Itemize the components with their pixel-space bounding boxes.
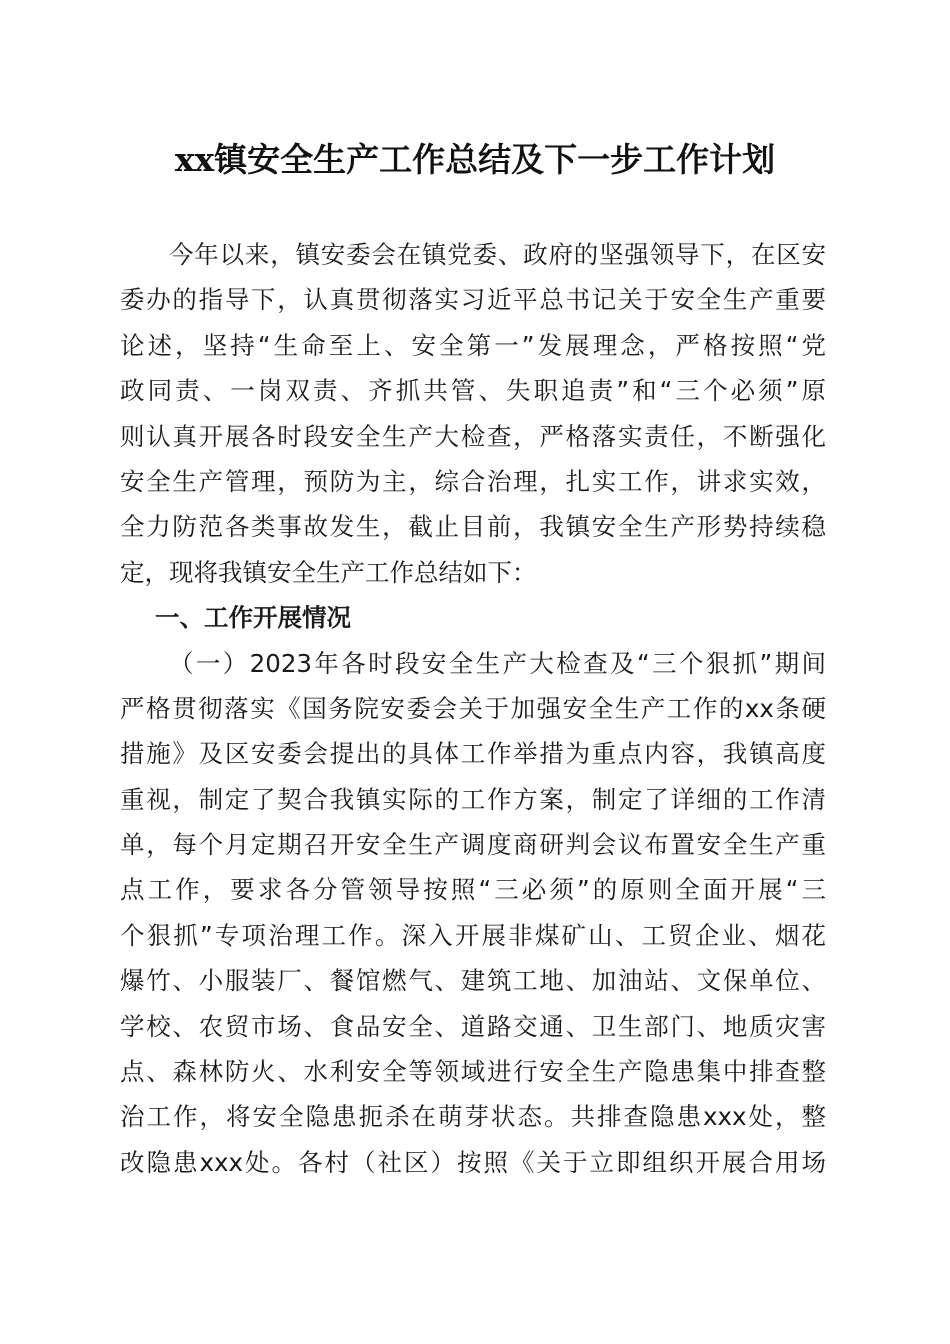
paragraph-line: 论述，坚持“生命至上、安全第一”发展理念，严格按照“党 bbox=[120, 330, 826, 360]
paragraph-line: 点、森林防火、水利安全等领域进行安全生产隐患集中排查整 bbox=[120, 1057, 826, 1087]
paragraph-line: 委办的指导下，认真贯彻落实习近平总书记关于安全生产重要 bbox=[120, 285, 826, 315]
document-body bbox=[120, 232, 826, 1185]
paragraph-line: 全力防范各类事故发生，截止目前，我镇安全生产形势持续稳 bbox=[120, 512, 826, 542]
paragraph-line: 重视，制定了契合我镇实际的工作方案，制定了详细的工作清 bbox=[120, 784, 826, 814]
document-title: xx镇安全生产工作总结及下一步工作计划 bbox=[174, 140, 776, 179]
paragraph-line: 改隐患xxx处。各村（社区）按照《关于立即组织开展合用场 bbox=[120, 1147, 826, 1177]
paragraph-line: 学校、农贸市场、食品安全、道路交通、卫生部门、地质灾害 bbox=[120, 1011, 826, 1041]
paragraph-line: 政同责、一岗双责、齐抓共管、失职追责”和“三个必须”原 bbox=[120, 376, 826, 406]
paragraph-line: 措施》及区安委会提出的具体工作举措为重点内容，我镇高度 bbox=[120, 739, 826, 769]
paragraph-line: （一）2023年各时段安全生产大检查及“三个狠抓”期间 bbox=[169, 648, 826, 678]
paragraph-line: 今年以来，镇安委会在镇党委、政府的坚强领导下，在区安 bbox=[169, 240, 826, 269]
paragraph-line: 点工作，要求各分管领导按照“三必须”的原则全面开展“三 bbox=[120, 875, 826, 905]
paragraph-line: 则认真开展各时段安全生产大检查，严格落实责任，不断强化 bbox=[120, 421, 826, 451]
paragraph-line: 安全生产管理，预防为主，综合治理，扎实工作，讲求实效， bbox=[120, 466, 826, 496]
section-heading: 一、工作开展情况 bbox=[155, 603, 351, 633]
paragraph-line: 单，每个月定期召开安全生产调度商研判会议布置安全生产重 bbox=[120, 830, 826, 860]
paragraph-line: 严格贯彻落实《国务院安委会关于加强安全生产工作的xx条硬 bbox=[120, 693, 826, 723]
paragraph-line: 治工作，将安全隐患扼杀在萌芽状态。共排查隐患xxx处，整 bbox=[120, 1102, 826, 1132]
paragraph-line: 爆竹、小服装厂、餐馆燃气、建筑工地、加油站、文保单位、 bbox=[120, 966, 826, 996]
paragraph-line: 定，现将我镇安全生产工作总结如下： bbox=[120, 557, 537, 587]
paragraph-line: 个狠抓”专项治理工作。深入开展非煤矿山、工贸企业、烟花 bbox=[120, 920, 826, 950]
